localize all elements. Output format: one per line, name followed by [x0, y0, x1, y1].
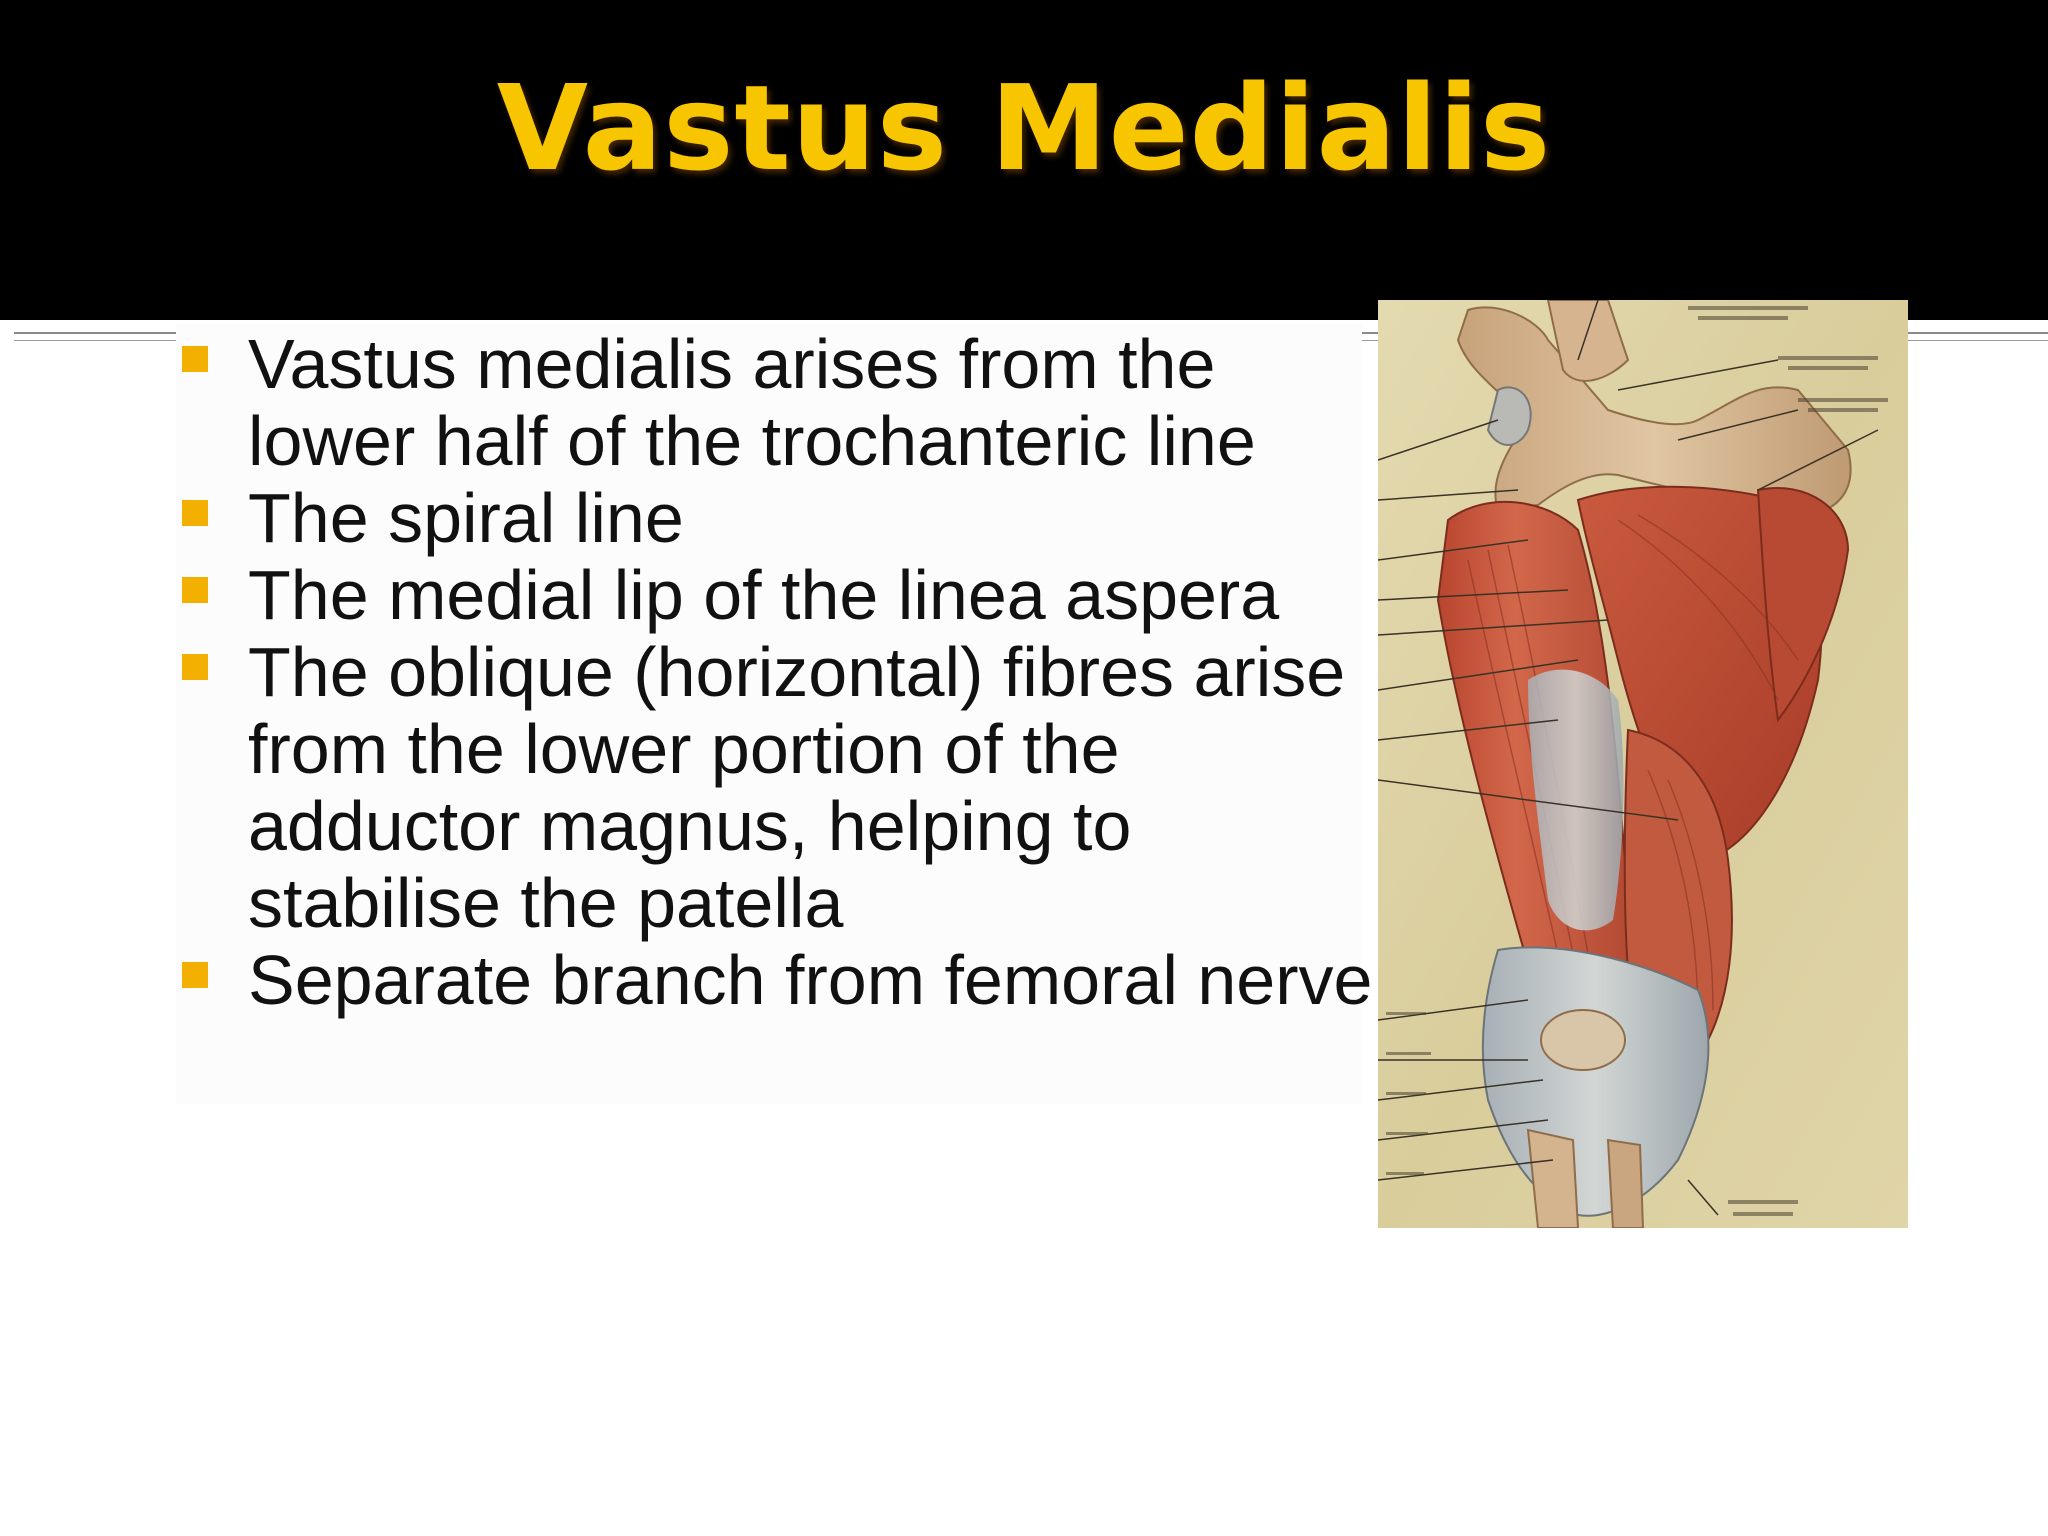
square-bullet-icon — [182, 962, 208, 988]
square-bullet-icon — [182, 654, 208, 680]
bullet-text: The medial lip of the linea aspera — [248, 556, 1280, 634]
bullet-item — [176, 326, 1376, 480]
square-bullet-icon — [182, 346, 208, 372]
square-bullet-icon — [182, 500, 208, 526]
square-bullet-icon — [182, 577, 208, 603]
bullet-text: Separate branch from femoral nerve — [248, 941, 1373, 1019]
bullet-text: Vastus medialis arises from the lower half of the trochanteric line — [248, 325, 1256, 480]
bullet-item — [176, 557, 1376, 634]
bullet-item — [176, 480, 1376, 557]
bullet-item — [176, 942, 1376, 1019]
bullet-list — [176, 326, 1376, 1019]
thigh-muscle-illustration — [1378, 300, 1908, 1228]
bullet-item — [176, 634, 1376, 942]
bullet-text: The spiral line — [248, 479, 684, 557]
slide-title: Vastus Medialis — [496, 59, 1552, 197]
bullet-text: The oblique (horizontal) fibres arise from the lower portion of the adductor magnus, helping to stabilise the patella — [248, 633, 1346, 942]
